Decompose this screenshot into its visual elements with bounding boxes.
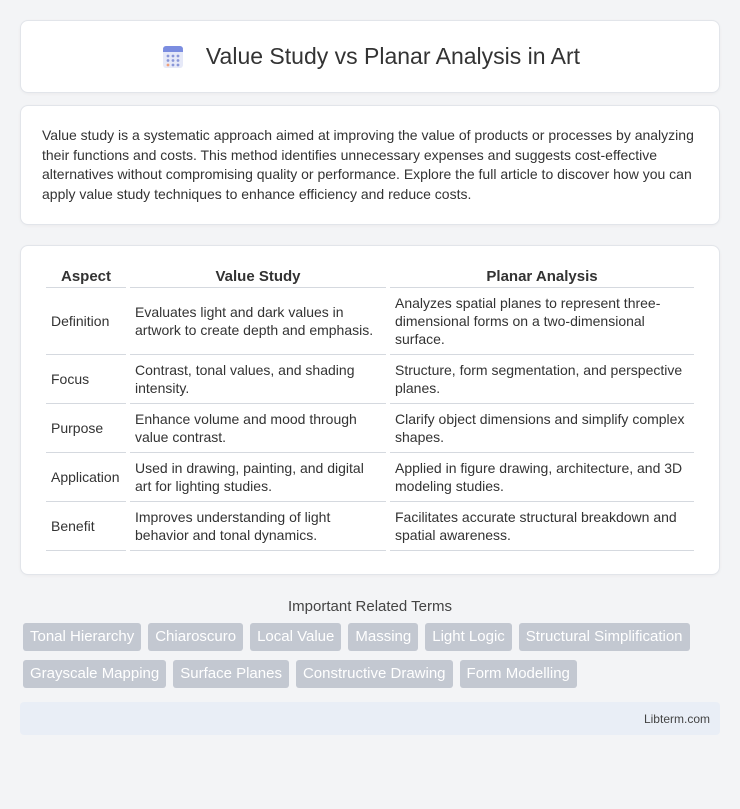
term-tag[interactable]: Tonal Hierarchy: [23, 623, 141, 651]
term-tag[interactable]: Chiaroscuro: [148, 623, 243, 651]
term-tag[interactable]: Light Logic: [425, 623, 512, 651]
table-header-row: [46, 264, 694, 288]
table-row: [46, 355, 694, 404]
term-tag[interactable]: Constructive Drawing: [296, 660, 453, 688]
value-study-cell: Evaluates light and dark values in artwork to create depth and emphasis.: [130, 288, 386, 355]
aspect-cell: Purpose: [46, 404, 126, 453]
value-study-cell: Used in drawing, painting, and digital art for lighting studies.: [130, 453, 386, 502]
header-card: [20, 20, 720, 93]
table-grid-icon: [160, 44, 186, 70]
related-terms-title: Important Related Terms: [288, 598, 452, 615]
aspect-cell: Definition: [46, 288, 126, 355]
value-study-cell: Improves understanding of light behavior and tonal dynamics.: [130, 502, 386, 551]
comparison-card: [20, 245, 720, 575]
planar-analysis-cell: Analyzes spatial planes to represent three-dimensional forms on a two-dimensional surface.: [390, 288, 694, 355]
footer-brand-link[interactable]: Libterm.com: [643, 711, 710, 726]
intro-card: [20, 105, 720, 225]
value-study-cell: Contrast, tonal values, and shading intensity.: [130, 355, 386, 404]
comparison-table: [42, 264, 698, 551]
aspect-cell: Application: [46, 453, 126, 502]
planar-analysis-cell: Facilitates accurate structural breakdown and spatial awareness.: [390, 502, 694, 551]
aspect-cell: Focus: [46, 355, 126, 404]
footer: [20, 702, 720, 735]
intro-text: Value study is a systematic approach aimed at improving the value of products or processes by analyzing their functions and costs. This method identifies unnecessary expenses and suggests cost-effective alternatives without compromising quality or performance. Explore the full article to discover how you can apply value study techniques to enhance efficiency and reduce costs.: [42, 127, 694, 202]
planar-analysis-cell: Structure, form segmentation, and perspective planes.: [390, 355, 694, 404]
term-tag[interactable]: Surface Planes: [173, 660, 289, 688]
term-tag[interactable]: Structural Simplification: [519, 623, 690, 651]
planar-analysis-cell: Clarify object dimensions and simplify complex shapes.: [390, 404, 694, 453]
header-aspect: Aspect: [46, 264, 126, 288]
table-row: [46, 453, 694, 502]
header-value-study: Value Study: [130, 264, 386, 288]
term-tag[interactable]: Grayscale Mapping: [23, 660, 166, 688]
term-tag[interactable]: Massing: [348, 623, 418, 651]
term-tag[interactable]: Form Modelling: [460, 660, 577, 688]
table-row: [46, 502, 694, 551]
related-terms-list: [20, 623, 720, 688]
planar-analysis-cell: Applied in figure drawing, architecture, and 3D modeling studies.: [390, 453, 694, 502]
page-title: Value Study vs Planar Analysis in Art: [205, 43, 581, 69]
aspect-cell: Benefit: [46, 502, 126, 551]
term-tag[interactable]: Local Value: [250, 623, 341, 651]
header-planar-analysis: Planar Analysis: [390, 264, 694, 288]
table-row: [46, 404, 694, 453]
table-row: [46, 288, 694, 355]
value-study-cell: Enhance volume and mood through value contrast.: [130, 404, 386, 453]
